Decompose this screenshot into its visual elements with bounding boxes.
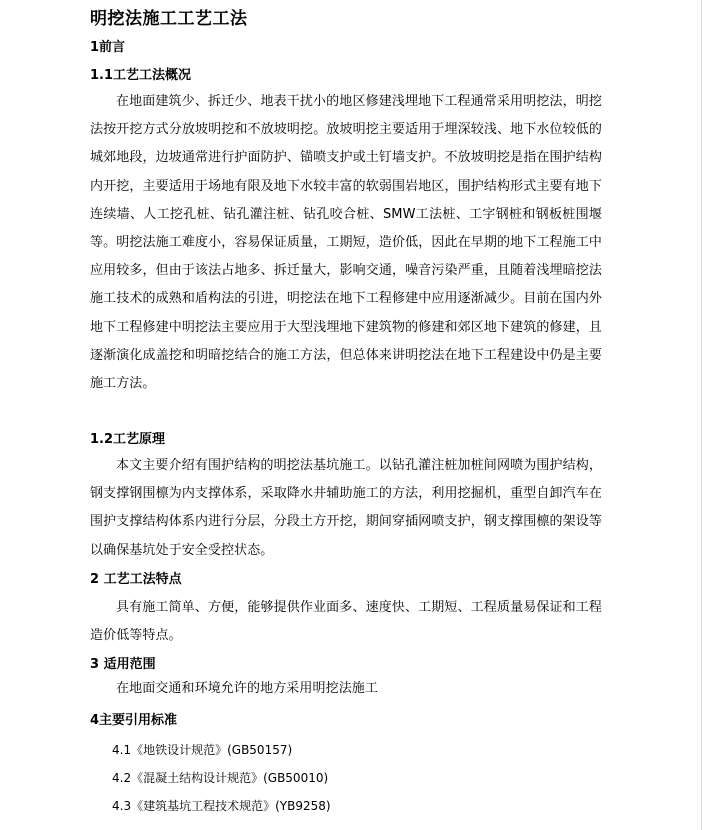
section-paragraph-1-1: 在地面建筑少、拆迁少、地表干扰小的地区修建浅埋地下工程通常采用明挖法，明挖法按开挖方式分放坡明挖和不放坡明挖。放坡明挖主要适用于埋深较浅、地下水位较低的城郊地段，边坡通常进行护面防护、锚喷支护或土钉墙支护。不放坡明挖是指在围护结构内开挖，主要适用于场地有限及地下水较丰富的软弱围岩地区，围护结构形式主要有地下连续墙、人工挖孔桩、钻孔灌注桩、钻孔咬合桩、SMW工法桩、工字钢桩和钢板桩围堰等。明挖法施工难度小，容易保证质量，工期短，造价低，因此在早期的地下工程施工中应用较多，但由于该法占地多、拆迁量大，影响交通，噪音污染严重，且随着浅埋暗挖法施工技术的成熟和盾构法的引进，明挖法在地下工程修建中应用逐渐减少。目前在国内外地下工程修建中明挖法主要应用于大型浅埋地下建筑物的修建和郊区地下建筑的修建，且逐渐演化成盖挖和明暗挖结合的施工方法，但总体来讲明挖法在地下工程建设中仍是主要施工方法。 bbox=[90, 94, 602, 392]
standard-item: 4.1《地铁设计规范》(GB50157) bbox=[112, 743, 293, 757]
section-paragraph-3: 在地面交通和环境允许的地方采用明挖法施工 bbox=[116, 681, 379, 696]
section-heading-4: 4主要引用标准 bbox=[90, 713, 178, 728]
section-heading-3: 3 适用范围 bbox=[90, 657, 156, 672]
section-paragraph-2: 具有施工简单、方便，能够提供作业面多、速度快、工期短、工程质量易保证和工程造价低等特点。 bbox=[90, 600, 602, 644]
standard-item: 4.2《混凝土结构设计规范》(GB50010) bbox=[112, 771, 329, 785]
section-heading-1-2: 1.2工艺原理 bbox=[90, 432, 166, 447]
section-heading-1-1: 1.1工艺工法概况 bbox=[90, 68, 192, 83]
section-paragraph-1-2: 本文主要介绍有围护结构的明挖法基坑施工。以钻孔灌注桩加桩间网喷为围护结构，钢支撑钢围檩为内支撑体系，采取降水井辅助施工的方法，利用挖掘机，重型自卸汽车在围护支撑结构体系内进行分层，分段土方开挖，期间穿插网喷支护，钢支撑围檩的架设等以确保基坑处于安全受控状态。 bbox=[90, 458, 602, 558]
document-title: 明挖法施工工艺工法 bbox=[90, 9, 248, 29]
section-heading-2: 2 工艺工法特点 bbox=[90, 572, 182, 587]
section-heading-1: 1前言 bbox=[90, 40, 126, 55]
standard-item: 4.3《建筑基坑工程技术规范》(YB9258) bbox=[112, 799, 331, 813]
